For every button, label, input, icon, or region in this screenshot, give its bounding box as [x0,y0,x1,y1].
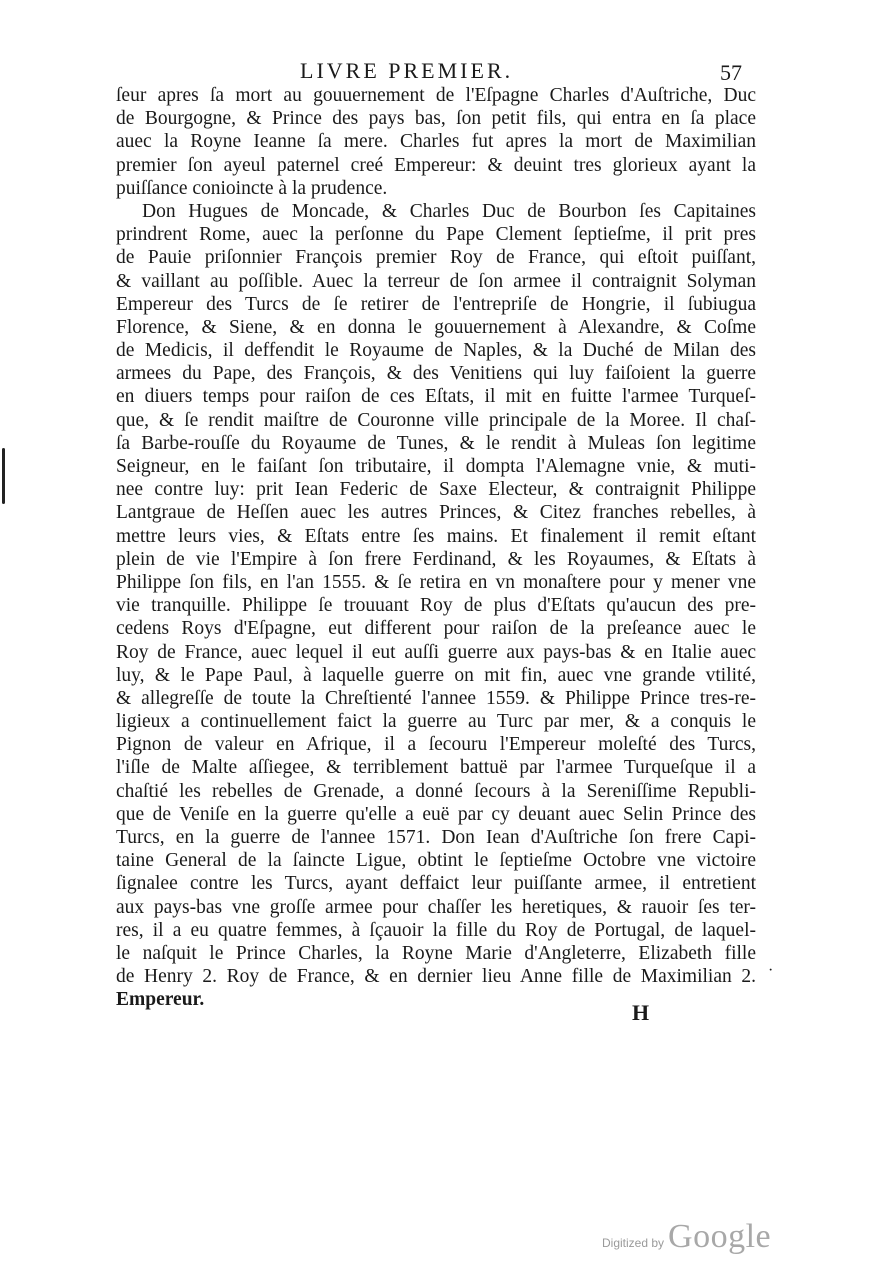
text-line: Florence, & Siene, & en donna le gouuernement à Alexandre, & Coſme [116,316,756,338]
margin-dot: · [768,962,774,979]
running-head: LIVRE PREMIER. [300,58,514,83]
text-line: Philippe ſon fils, en l'an 1555. & ſe retira en vn monaſtere pour y mener vne [116,571,756,593]
text-line: prindrent Rome, auec la perſonne du Pape Clement ſeptieſme, il prit pres [116,224,756,246]
text-line: que, & ſe rendit maiſtre de Couronne ville principale de la Moree. Il chaſ- [116,409,756,431]
text-line: de Pauie priſonnier François premier Roy de France, qui eſtoit puiſſant, [116,247,756,269]
text-line: Empereur. [116,989,205,1011]
text-line: & vaillant au poſſible. Auec la terreur de ſon armee il contraignit Solyman [116,270,756,292]
text-line: ligieux a continuellement faict la guerre au Turc par mer, & a conquis le [116,711,756,733]
text-line: de Bourgogne, & Prince des pays bas, ſon petit fils, qui entra en ſa place [116,108,756,130]
text-line: que de Veniſe en la guerre qu'elle a euë par cy deuant auec Selin Prince des [116,803,756,825]
text-line: Turcs, en la guerre de l'annee 1571. Don Iean d'Auſtriche ſon frere Capi- [116,827,756,848]
margin-mark [2,448,5,504]
text-line: vie tranquille. Philippe ſe trouuant Roy de plus d'Eſtats qu'aucun des pre- [116,595,756,617]
text-line: de Henry 2. Roy de France, & en dernier lieu Anne fille de Maximilian 2. [116,966,756,988]
text-line: cedens Roys d'Eſpagne, eut different pour raiſon de la preſeance auec le [116,618,756,640]
text-line: premier ſon ayeul paternel creé Empereur: & deuint tres glorieux ayant la [116,154,756,176]
text-line: Pignon de valeur en Afrique, il a ſecouru l'Empereur moleſté des Turcs, [116,734,756,756]
text-line: Don Hugues de Moncade, & Charles Duc de Bourbon ſes Capitaines [142,200,756,222]
signature-mark: H [632,1000,650,1025]
text-line: Roy de France, auec lequel il eut auſſi guerre aux pays-bas & en Italie auec [116,641,756,663]
text-line: le naſquit le Prince Charles, la Royne Marie d'Angleterre, Elizabeth fille [116,942,756,964]
page-number: 57 [720,60,742,85]
digitized-by-label: Digitized by [602,1236,665,1250]
text-line: en diuers temps pour raiſon de ces Eſtats, il mit en fuitte l'armee Turqueſ- [116,386,756,408]
google-logo: Google [668,1218,772,1255]
text-line: ſa Barbe-rouſſe du Royaume de Tunes, & le rendit à Muleas ſon legitime [116,432,756,454]
text-line: taine General de la ſaincte Ligue, obtint le ſeptieſme Octobre vne victoire [116,850,756,872]
text-line: puiſſance conioincte à la prudence. [116,177,388,199]
text-line: ſeur apres ſa mort au gouuernement de l'Eſpagne Charles d'Auſtriche, Duc [116,85,756,106]
text-line: mettre leurs vies, & Eſtats entre ſes mains. Et finalement il remit eſtant [116,525,756,547]
text-line: res, il a eu quatre femmes, à ſçauoir la fille du Roy de Portugal, de laquel- [116,919,756,941]
text-line: plein de vie l'Empire à ſon frere Ferdinand, & les Royaumes, & Eſtats à [116,548,756,570]
text-line: aux pays-bas vne groſſe armee pour chaſſer les heretiques, & rauoir ſes ter- [116,896,756,918]
text-line: armees du Pape, des François, & des Venitiens qui luy faiſoient la guerre [116,363,756,385]
text-line: de Medicis, il deffendit le Royaume de Naples, & la Duché de Milan des [116,340,756,362]
text-line: & allegreſſe de toute la Chreſtienté l'annee 1559. & Philippe Prince tres-re- [116,687,756,709]
body-text [116,84,756,1012]
digitization-watermark [602,1218,771,1256]
text-line: nee contre luy: prit Iean Federic de Saxe Electeur, & contraignit Philippe [116,479,756,501]
text-line: luy, & le Pape Paul, à laquelle guerre on mit fin, auec vne grande vtilité, [116,664,756,686]
text-line: l'iſle de Malte aſſiegee, & terriblement battuë par l'armee Turqueſque il a [116,757,756,779]
text-line: auec la Royne Ieanne ſa mere. Charles fut apres la mort de Maximilian [116,131,756,153]
text-line: chaſtié les rebelles de Grenade, a donné ſecours à la Sereniſſime Republi- [116,780,756,802]
text-line: Lantgraue de Heſſen auec les autres Princes, & Citez franches rebelles, à [116,502,756,524]
text-line: Seigneur, en le faiſant ſon tributaire, il dompta l'Alemagne vnie, & muti- [116,456,756,477]
text-line: Empereur des Turcs de ſe retirer de l'entrepriſe de Hongrie, il ſubiugua [116,293,756,315]
text-line: ſignalee contre les Turcs, ayant deffaict leur puiſſante armee, il entretient [116,873,756,895]
